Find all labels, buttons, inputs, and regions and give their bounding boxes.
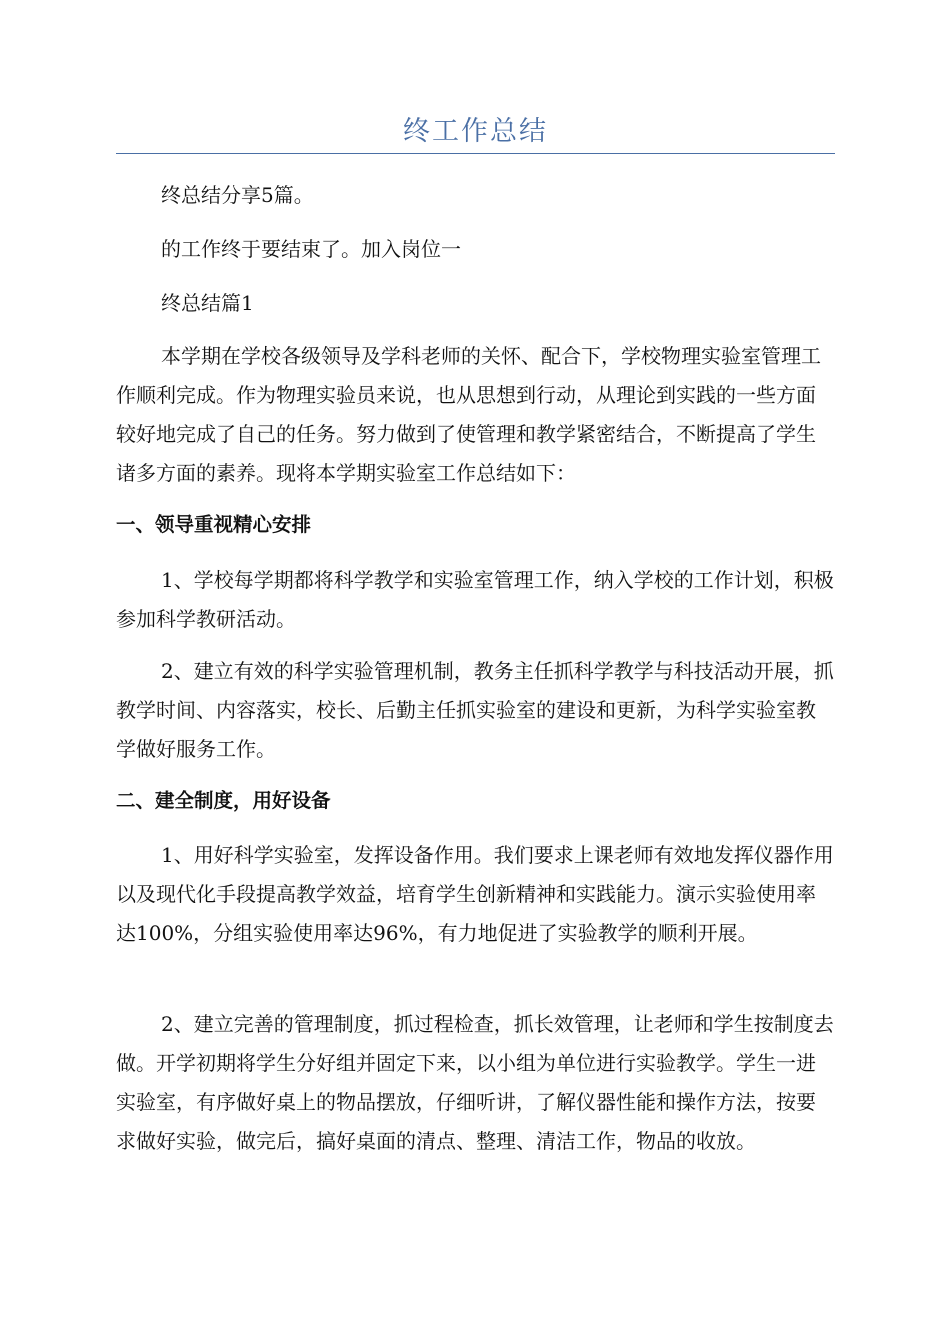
body-paragraph-3: 2、建立有效的科学实验管理机制，教务主任抓科学教学与科技活动开展，抓教学时间、内容落实，校长、后勤主任抓实验室的建设和更新，为科学实验室教学做好服务工作。 (116, 659, 834, 761)
section-label: 终总结篇1 (161, 291, 254, 315)
body-paragraph-4: 1、用好科学实验室，发挥设备作用。我们要求上课老师有效地发挥仪器作用以及现代化手段提高教学效益，培育学生创新精神和实践能力。演示实验使用率达100%，分组实验使用率达96%，有力地促进了实验教学的顺利开展。 (116, 843, 834, 945)
document-title: 终工作总结 (403, 116, 548, 147)
section-heading-2: 二、建全制度，用好设备 (116, 789, 331, 812)
body-paragraph-1: 本学期在学校各级领导及学科老师的关怀、配合下，学校物理实验室管理工作顺利完成。作为物理实验员来说，也从思想到行动，从理论到实践的一些方面较好地完成了自己的任务。努力做到了使管理和教学紧密结合，不断提高了学生诸多方面的素养。现将本学期实验室工作总结如下： (116, 344, 821, 485)
body-paragraph-5: 2、建立完善的管理制度，抓过程检查，抓长效管理，让老师和学生按制度去做。开学初期将学生分好组并固定下来，以小组为单位进行实验教学。学生一进实验室，有序做好桌上的物品摆放，仔细听讲，了解仪器性能和操作方法，按要求做好实验，做完后，搞好桌面的清点、整理、清洁工作，物品的收放。 (116, 1012, 834, 1153)
intro-paragraph-2: 的工作终于要结束了。加入岗位一 (161, 237, 461, 261)
section-heading-1: 一、领导重视精心安排 (116, 513, 312, 536)
intro-paragraph-1: 终总结分享5篇。 (161, 183, 314, 207)
body-paragraph-2: 1、学校每学期都将科学教学和实验室管理工作，纳入学校的工作计划，积极参加科学教研活动。 (116, 568, 834, 631)
title-underline (116, 153, 835, 154)
